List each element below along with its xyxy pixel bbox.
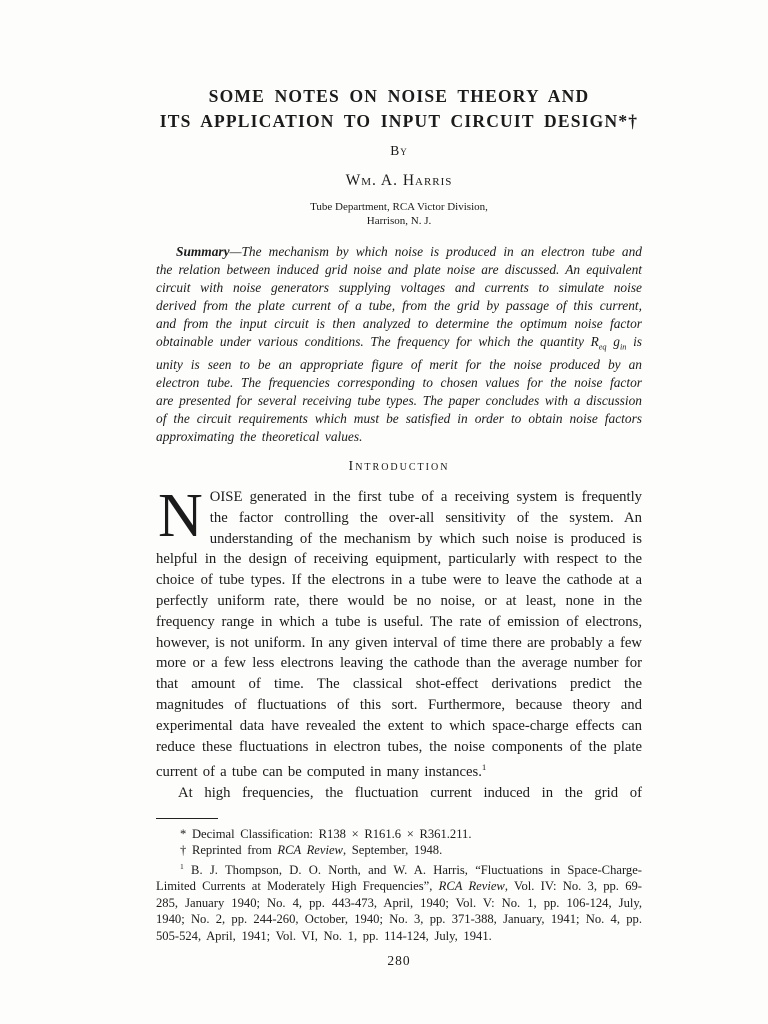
footnote-dagger-marker: † bbox=[180, 843, 187, 858]
paper-title bbox=[156, 84, 642, 134]
math-subscript-in: in bbox=[619, 342, 627, 352]
abstract-text-part2: is unity is seen to be an appropriate figure of merit for the noise produced by an electron tube. The frequencies corresponding to chosen values for the noise factor are presented for several receiving tube types. The paper concludes with a discussion of the circuit requirements which must be satisfied in order to obtain noise factors approximating the theoretical values. bbox=[156, 333, 643, 444]
page-content bbox=[156, 84, 642, 969]
footnote-ref1-text-before: B. J. Thompson, D. O. North, and W. A. Harris, “Fluctuations in Space-Charge-Limited Currents at Moderately High Frequencies”, bbox=[156, 862, 642, 894]
abstract-paragraph bbox=[156, 243, 642, 446]
footnote-decimal-classification bbox=[156, 826, 642, 842]
journal-name-italic: RCA Review bbox=[438, 879, 505, 894]
abstract-label: Summary bbox=[176, 244, 230, 259]
affiliation-line1: Tube Department, RCA Victor Division, bbox=[310, 201, 488, 213]
intro-paragraph-2: At high frequencies, the fluctuation current induced in the grid of bbox=[178, 785, 642, 802]
author-affiliation bbox=[156, 201, 642, 228]
author-name: Wm. A. Harris bbox=[345, 172, 453, 189]
footnote-decimal-text: Decimal Classification: R138 × R161.6 × R361.211. bbox=[186, 826, 472, 841]
journal-name-italic: RCA Review bbox=[277, 843, 343, 858]
footnote-reprint bbox=[156, 842, 642, 858]
math-symbol-gin: g bbox=[606, 333, 620, 349]
intro-paragraph-1 bbox=[156, 482, 642, 783]
byline: By bbox=[390, 143, 408, 158]
footnote-divider bbox=[156, 818, 218, 819]
footnote-asterisk-marker: * bbox=[180, 826, 187, 841]
section-heading-introduction: Introduction bbox=[348, 459, 450, 475]
paper-title-line1: SOME NOTES ON NOISE THEORY AND bbox=[208, 86, 590, 106]
footnote-ref1-text-after: , Vol. IV: No. 3, pp. 69-285, January 1940; No. 4, pp. 443-473, April, 1940; Vol. V: No. 1, pp. 106-124, July, 1940; No. 2, pp. 244-260, October, 1940; No. 3, pp. 371-388, January, 1941; No. 4, pp. 505-524, April, 1941; Vol. VI, No. 1, pp. 114-124, July, 1941. bbox=[156, 879, 642, 943]
footnote-number-marker: 1 bbox=[180, 861, 184, 871]
footnote-reference-mark-1: 1 bbox=[481, 762, 487, 773]
affiliation-line2: Harrison, N. J. bbox=[366, 214, 432, 227]
footnote-reprint-text-after: , September, 1948. bbox=[342, 843, 443, 858]
math-subscript-eq: eq bbox=[598, 342, 607, 352]
footnotes-block bbox=[156, 826, 642, 944]
paper-title-line2: ITS APPLICATION TO INPUT CIRCUIT DESIGN*† bbox=[159, 111, 639, 131]
footnote-reprint-text-before: Reprinted from bbox=[186, 843, 278, 858]
footnote-reference-1 bbox=[156, 859, 642, 944]
intro-paragraph-1-text: OISE generated in the first tube of a receiving system is frequently the factor controlling the over-all sensitivity of the system. An understanding of the mechanism by which such noise is produced is helpful in the design of receiving equipment, particularly with respect to the choice of tube types. If the electrons in a tube were to leave the cathode at a perfectly uniform rate, there would be no noise, or at least, none in the frequency range in which a tube is useful. The rate of emission of electrons, however, is not uniform. In any given interval of time there are probably a few more or a few less electrons leaving the cathode than the average number for that amount of time. The classical shot-effect derivations predict the magnitudes of fluctuations of this sort. Furthermore, because theory and experimental data have revealed the extent to which space-charge effects can reduce these fluctuations in electron tubes, the noise components of the plate current of a tube can be computed in many instances. bbox=[156, 489, 642, 781]
page-number: 280 bbox=[387, 952, 411, 968]
drop-cap: N bbox=[158, 482, 203, 551]
math-symbol-req: R bbox=[590, 333, 599, 349]
abstract-text-part1: —The mechanism by which noise is produced in an electron tube and the relation between induced grid noise and plate noise are discussed. An equivalent circuit with noise generators supplying voltages and currents to simulate noise derived from the plate current of a tube, from the grid by passage of this current, and from the input circuit is then analyzed to determine the optimum noise factor obtainable under various conditions. The frequency for which the quantity bbox=[156, 244, 642, 349]
